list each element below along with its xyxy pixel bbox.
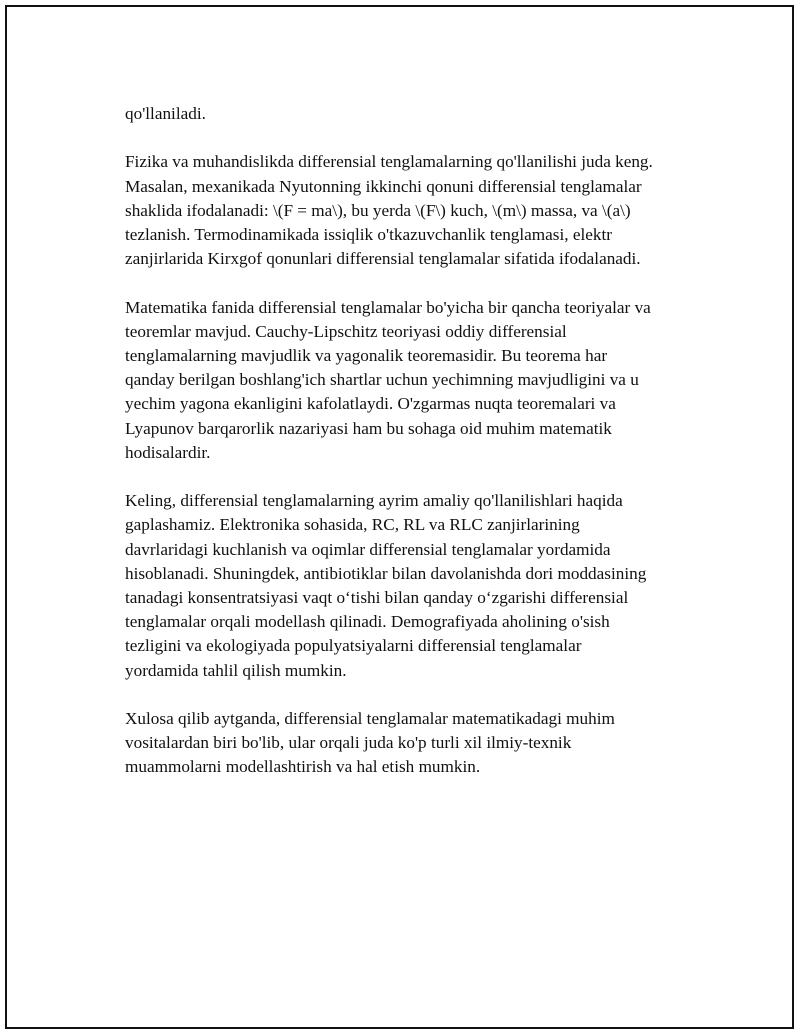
paragraph-physics-engineering: Fizika va muhandislikda differensial tenglamalarning qo'llanilishi juda keng. Masalan, mexanikada Nyutonning ikkinchi qonuni differensial tenglamalar shaklida ifodalanadi: \(F = ma\), bu yerda \(F\) kuch, \(m\) massa, va \(a\) tezlanish. Termodinamikada issiqlik o'tkazuvchanlik tenglamasi, elektr zanjirlarida Kirxgof qonunlari differensial tenglamalar sifatida ifodalanadi. [125, 152, 653, 269]
paragraph-theorems: Matematika fanida differensial tenglamalar bo'yicha bir qancha teoriyalar va teoremlar mavjud. Cauchy-Lipschitz teoriyasi oddiy differensial tenglamalarning mavjudlik va yagonalik teoremasidir. Bu teorema har qanday berilgan boshlang'ich shartlar uchun yechimning mavjudligini va u yechim yagona ekanligini kafolatlaydi. O'zgarmas nuqta teoremalari va Lyapunov barqarorlik nazariyasi ham bu sohaga oid muhim matematik hodisalardir. [125, 297, 651, 462]
paragraph-continuation: qo'llaniladi. [125, 104, 206, 123]
document-body [125, 102, 705, 804]
paragraph-applications: Keling, differensial tenglamalarning ayrim amaliy qo'llanilishlari haqida gaplashamiz. Elektronika sohasida, RC, RL va RLC zanjirlarining davrlaridagi kuchlanish va oqimlar differensial tenglamalar yordamida hisoblanadi. Shuningdek, antibiotiklar bilan davolanishda dori moddasining tanadagi konsentratsiyasi vaqt o‘tishi bilan qanday o‘zgarishi differensial tenglamalar orqali modellash qilinadi. Demografiyada aholining o'sish tezligini va ekologiyada populyatsiyalarni differensial tenglamalar yordamida tahlil qilish mumkin. [125, 491, 647, 680]
paragraph-conclusion: Xulosa qilib aytganda, differensial tenglamalar matematikadagi muhim vositalardan biri bo'lib, ular orqali juda ko'p turli xil ilmiy-texnik muammolarni modellashtirish va hal etish mumkin. [125, 709, 615, 777]
page-border [5, 5, 794, 1029]
